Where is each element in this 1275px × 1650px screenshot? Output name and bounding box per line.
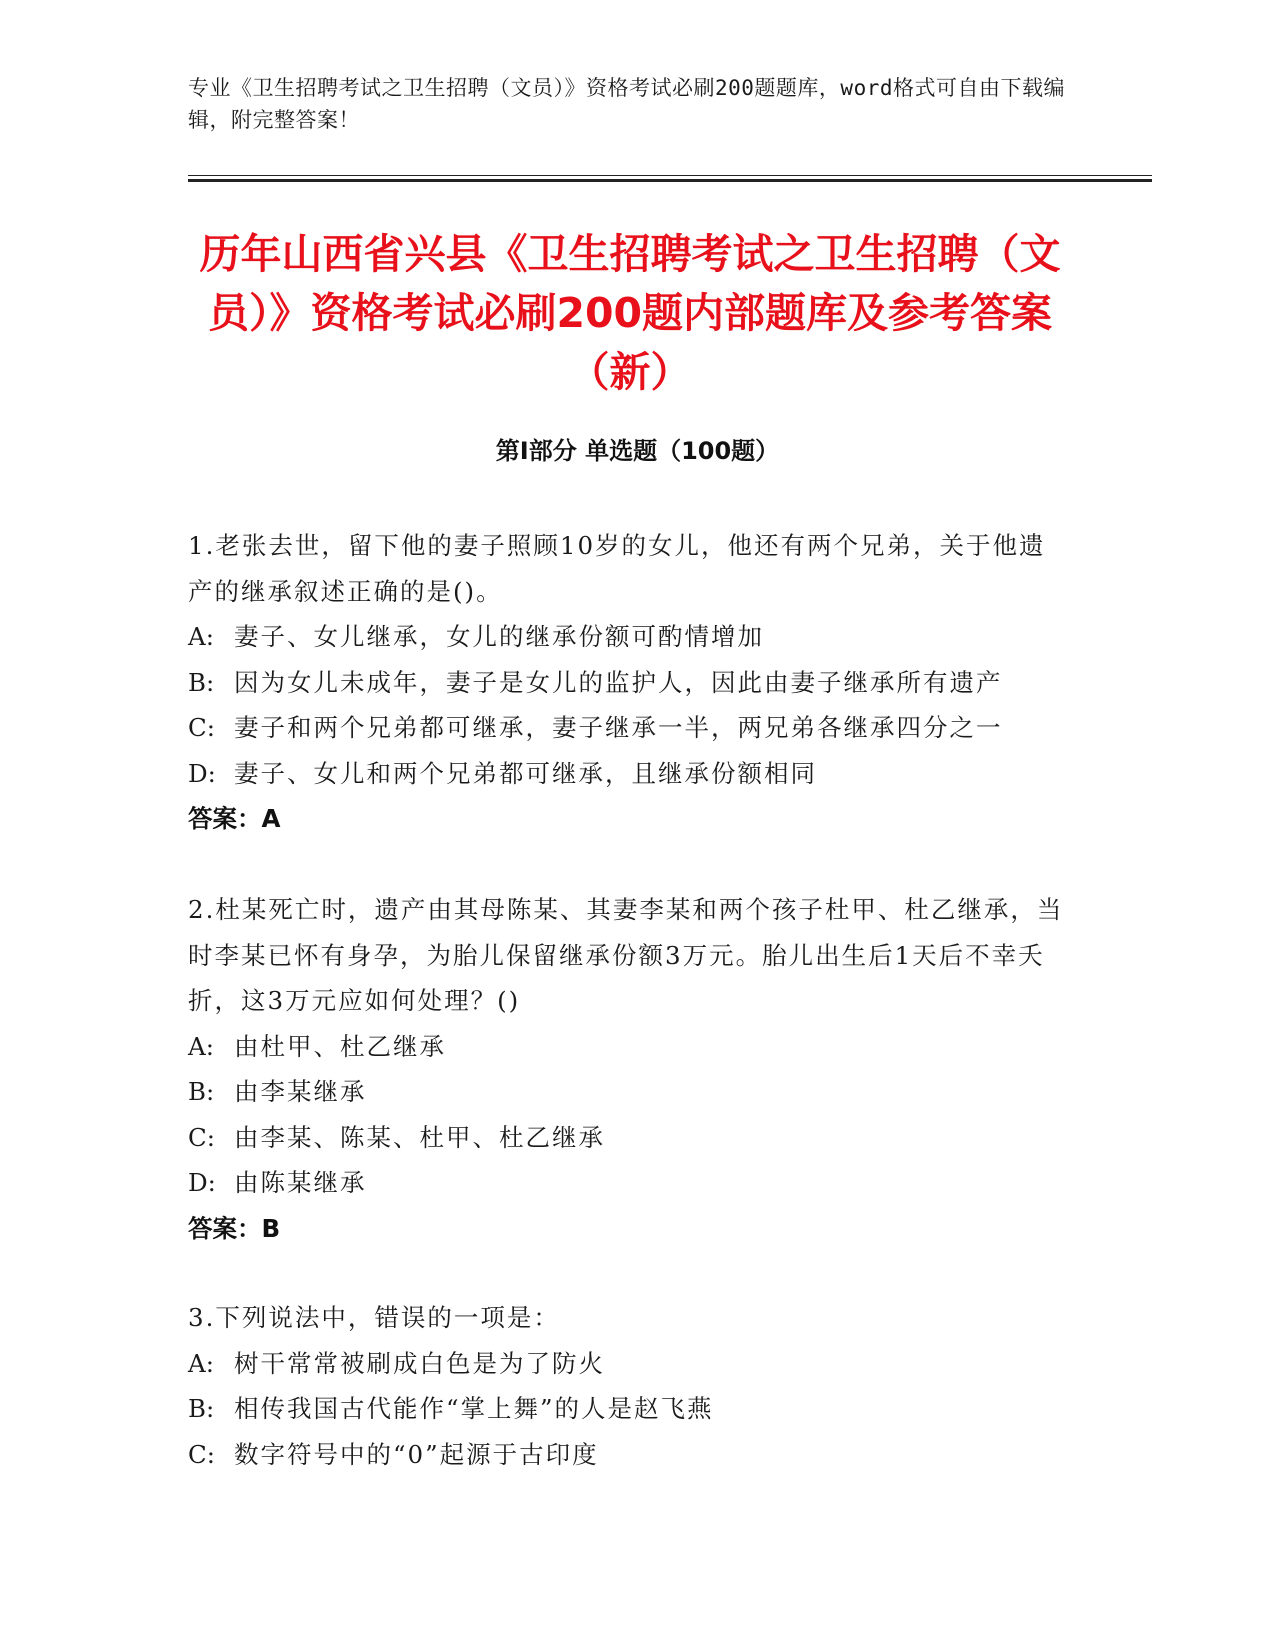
option-letter: D: xyxy=(188,1168,216,1197)
option-letter: B: xyxy=(188,667,215,697)
option-text: 由杜甲、杜乙继承 xyxy=(234,1031,446,1061)
option-text: 由陈某继承 xyxy=(234,1168,367,1197)
option-text: 由李某、陈某、杜甲、杜乙继承 xyxy=(234,1122,605,1152)
question-stem: 2.杜某死亡时，遗产由其母陈某、其妻李某和两个孩子杜甲、杜乙继承，当时李某已怀有身孕，为胎儿保留继承份额3万元。胎儿出生后1天后不幸夭折，这3万元应如何处理？() xyxy=(188,895,1064,1015)
option-b xyxy=(188,1069,1068,1115)
option-letter: B: xyxy=(188,1077,215,1106)
option-text: 数字符号中的“0”起源于古印度 xyxy=(234,1439,599,1469)
option-text: 妻子、女儿和两个兄弟都可继承，且继承份额相同 xyxy=(234,758,817,788)
option-letter: A: xyxy=(188,1348,214,1378)
answer-label: 答案： xyxy=(188,804,262,833)
question-1 xyxy=(188,523,1068,842)
question-stem: 3.下列说法中，错误的一项是： xyxy=(188,1303,560,1332)
option-b xyxy=(188,660,1068,706)
option-d xyxy=(188,751,1068,797)
header-rule-thin xyxy=(188,175,1152,176)
document-title: 历年山西省兴县《卫生招聘考试之卫生招聘（文员）》资格考试必刷200题内部题库及参考答案（新） xyxy=(199,230,1061,396)
option-text: 相传我国古代能作“掌上舞”的人是赵飞燕 xyxy=(234,1394,714,1423)
section-heading: 第Ⅰ部分 单选题（100题） xyxy=(495,437,780,465)
option-a xyxy=(188,1024,1068,1070)
option-letter: C: xyxy=(188,1122,216,1152)
answer-line xyxy=(188,1206,1068,1252)
answer-value: A xyxy=(261,804,281,833)
option-text: 妻子、女儿继承，女儿的继承份额可酌情增加 xyxy=(234,622,764,651)
option-letter: A: xyxy=(188,622,214,651)
option-c xyxy=(188,1432,1068,1478)
option-a xyxy=(188,1341,1068,1387)
option-text: 因为女儿未成年，妻子是女儿的监护人，因此由妻子继承所有遗产 xyxy=(234,667,1003,697)
option-d xyxy=(188,1160,1068,1206)
option-letter: A: xyxy=(188,1031,214,1061)
option-c xyxy=(188,1115,1068,1161)
answer-value: B xyxy=(261,1213,281,1243)
option-letter: C: xyxy=(188,1439,216,1469)
question-2 xyxy=(188,887,1068,1251)
answer-line xyxy=(188,796,1068,842)
question-stem: 1.老张去世，留下他的妻子照顾10岁的女儿，他还有两个兄弟，关于他遗产的继承叙述正确的是()。 xyxy=(188,531,1046,606)
option-text: 由李某继承 xyxy=(234,1077,367,1106)
option-text: 树干常常被刷成白色是为了防火 xyxy=(234,1348,605,1378)
option-text: 妻子和两个兄弟都可继承，妻子继承一半，两兄弟各继承四分之一 xyxy=(234,713,1003,742)
option-letter: D: xyxy=(188,758,216,788)
header-rule-thick xyxy=(188,179,1152,182)
option-a xyxy=(188,614,1068,660)
option-c xyxy=(188,705,1068,751)
answer-label: 答案： xyxy=(188,1213,262,1243)
question-3 xyxy=(188,1295,1068,1477)
option-b xyxy=(188,1386,1068,1432)
option-letter: C: xyxy=(188,713,216,742)
option-letter: B: xyxy=(188,1394,215,1423)
header-note: 专业《卫生招聘考试之卫生招聘（文员）》资格考试必刷200题题库，word格式可自由下载编辑，附完整答案！ xyxy=(188,76,1065,132)
